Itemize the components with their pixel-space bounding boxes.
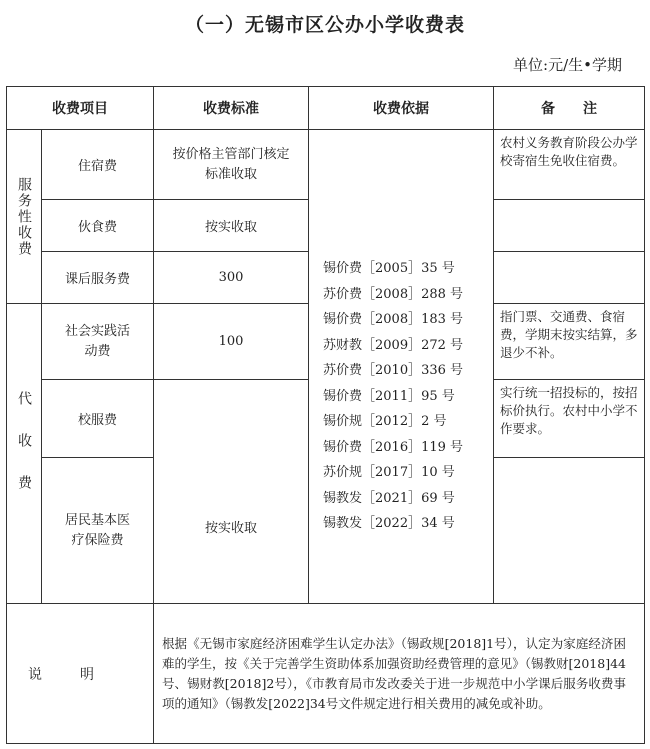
basis-line: 锡价费［2008］183 号	[323, 312, 464, 328]
header-basis: 收费依据	[309, 87, 494, 130]
basis-line: 锡价费［2011］95 号	[323, 388, 455, 404]
item-cell: 居民基本医疗保险费	[42, 458, 154, 604]
group-collect-label: 代收费	[16, 390, 32, 517]
table-row	[7, 130, 645, 200]
group-service-label: 服务性收费	[16, 176, 32, 257]
remark-cell: 实行统一招投标的，按招标价执行。农村中小学不作要求。	[494, 380, 645, 458]
standard-cell: 300	[154, 252, 309, 304]
item-cell: 校服费	[42, 380, 154, 458]
explain-row	[7, 604, 645, 744]
group-collect	[7, 304, 42, 604]
basis-line: 苏价费［2010］336 号	[323, 363, 464, 379]
basis-line: 锡价费［2005］35 号	[323, 261, 455, 277]
basis-line: 锡教发［2021］69 号	[323, 490, 455, 506]
header-remark: 备 注	[494, 87, 645, 130]
standard-cell: 按实收取	[154, 200, 309, 252]
basis-line: 锡价费［2016］119 号	[323, 439, 464, 455]
remark-cell: 农村义务教育阶段公办学校寄宿生免收住宿费。	[494, 130, 645, 200]
item-cell: 社会实践活动费	[42, 304, 154, 380]
header-row	[7, 87, 645, 130]
basis-line: 苏价规［2017］10 号	[323, 465, 455, 481]
basis-line: 苏价费［2008］288 号	[323, 286, 464, 302]
remark-cell	[494, 200, 645, 252]
remark-cell	[494, 458, 645, 604]
basis-line: 锡价规［2012］2 号	[323, 414, 447, 430]
fee-table	[6, 86, 645, 744]
basis-cell	[309, 130, 494, 604]
group-service	[7, 130, 42, 304]
standard-cell: 100	[154, 304, 309, 380]
basis-line: 锡教发［2022］34 号	[323, 516, 455, 532]
explain-text: 根据《无锡市家庭经济困难学生认定办法》（锡政规[2018]1号），认定为家庭经济困难的学生，按《关于完善学生资助体系加强资助经费管理的意见》（锡教财[2018]44号、锡财教[2018]2号），《市教育局市发改委关于进一步规范中小学课后服务收费事项的通知》（锡教发[2022]34号文件规定进行相关费用的减免或补助。	[154, 604, 645, 744]
remark-cell: 指门票、交通费、食宿费，学期末按实结算，多退少不补。	[494, 304, 645, 380]
header-standard: 收费标准	[154, 87, 309, 130]
standard-cell: 按实收取	[154, 380, 309, 604]
explain-label: 说明	[7, 604, 154, 744]
item-cell: 伙食费	[42, 200, 154, 252]
unit-label: 单位:元/生•学期	[513, 56, 622, 74]
item-cell: 课后服务费	[42, 252, 154, 304]
page-title: （一）无锡市区公办小学收费表	[184, 14, 465, 36]
header-item: 收费项目	[7, 87, 154, 130]
standard-cell: 按价格主管部门核定标准收取	[154, 130, 309, 200]
basis-line: 苏财教［2009］272 号	[323, 337, 464, 353]
remark-cell	[494, 252, 645, 304]
item-cell: 住宿费	[42, 130, 154, 200]
